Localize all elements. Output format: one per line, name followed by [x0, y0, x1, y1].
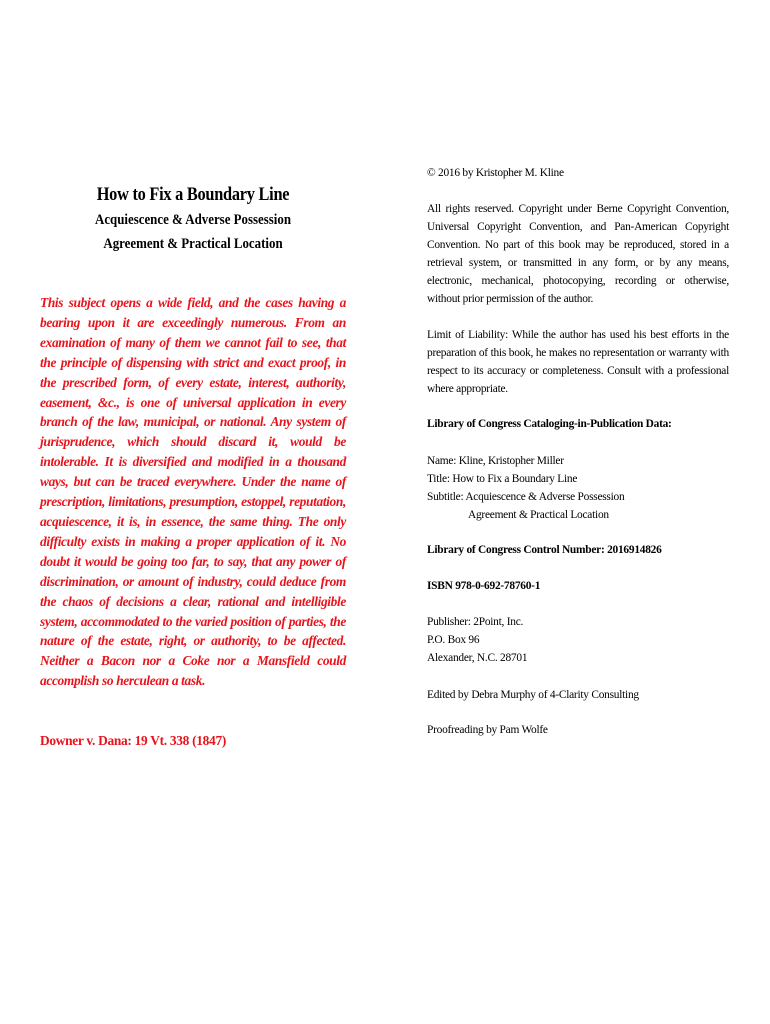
- cip-name: Name: Kline, Kristopher Miller: [427, 455, 564, 467]
- editor-credit: Edited by Debra Murphy of 4-Clarity Consulting: [427, 689, 639, 701]
- proofreading-credit: Proofreading by Pam Wolfe: [427, 724, 548, 736]
- cip-heading: Library of Congress Cataloging-in-Publication Data:: [427, 418, 672, 430]
- isbn: ISBN 978-0-692-78760-1: [427, 580, 541, 592]
- copyright-notice: © 2016 by Kristopher M. Kline: [427, 167, 564, 179]
- epigraph-citation: Downer v. Dana: 19 Vt. 338 (1847): [40, 733, 226, 748]
- epigraph-quote: This subject opens a wide field, and the cases having a bearing upon it are exceedingly numerous. From an examination of many of them we cannot fail to see, that the principle of dispensing with strict and exact proof, in the prescribed form, of every estate, interest, authority, easement, &c., is one of universal application in every branch of the law, municipal, or national. Any system of jurisprudence, which should discard it, would be intolerable. It is diversified and modified in a thousand ways, but can be traced everywhere. Under the name of prescription, limitations, presumption, estoppel, reputation, acquiescence, it is, in essence, the same thing. The only difficulty exists in making a proper application of it. No doubt it would be going too far, to say, that any power of discrimination, or amount of industry, could deduce from the chaos of decisions a clear, rational and intelligible system, accommodated to the varied position of parties, the nature of the estate, right, or authority, to be affected. Neither a Bacon nor a Coke nor a Mansfield could accomplish so herculean a task.: [40, 295, 346, 689]
- publisher-city: Alexander, N.C. 28701: [427, 651, 528, 664]
- publisher-name: Publisher: 2Point, Inc.: [427, 616, 524, 628]
- right-page: [427, 0, 729, 1024]
- cip-details: [427, 453, 729, 525]
- left-page: [40, 0, 346, 1024]
- book-title: How to Fix a Boundary Line: [96, 184, 290, 205]
- cip-subtitle-continued: Agreement & Practical Location: [468, 508, 609, 521]
- publisher-po-box: P.O. Box 96: [427, 633, 480, 646]
- rights-reserved-paragraph: All rights reserved. Copyright under Berne Copyright Convention, Universal Copyright Convention, and Pan-American Copyright Convention. No part of this book may be reproduced, stored in a retrieval system, or transmitted in any form, or by any means, electronic, mechanical, photocopying, recording or otherwise, without prior permission of the author.: [427, 203, 729, 305]
- cip-title: Title: How to Fix a Boundary Line: [427, 472, 578, 485]
- book-subtitle-line1: Acquiescence & Adverse Possession: [95, 212, 291, 228]
- cip-subtitle: Subtitle: Acquiescence & Adverse Possession: [427, 490, 625, 503]
- lccn: Library of Congress Control Number: 2016914826: [427, 544, 662, 556]
- book-subtitle-line2: Agreement & Practical Location: [103, 236, 283, 252]
- liability-paragraph: Limit of Liability: While the author has used his best efforts in the preparation of this book, he makes no representation or warranty with respect to its accuracy or completeness. Consult with a professional where appropriate.: [427, 329, 729, 395]
- publisher-block: [427, 614, 729, 668]
